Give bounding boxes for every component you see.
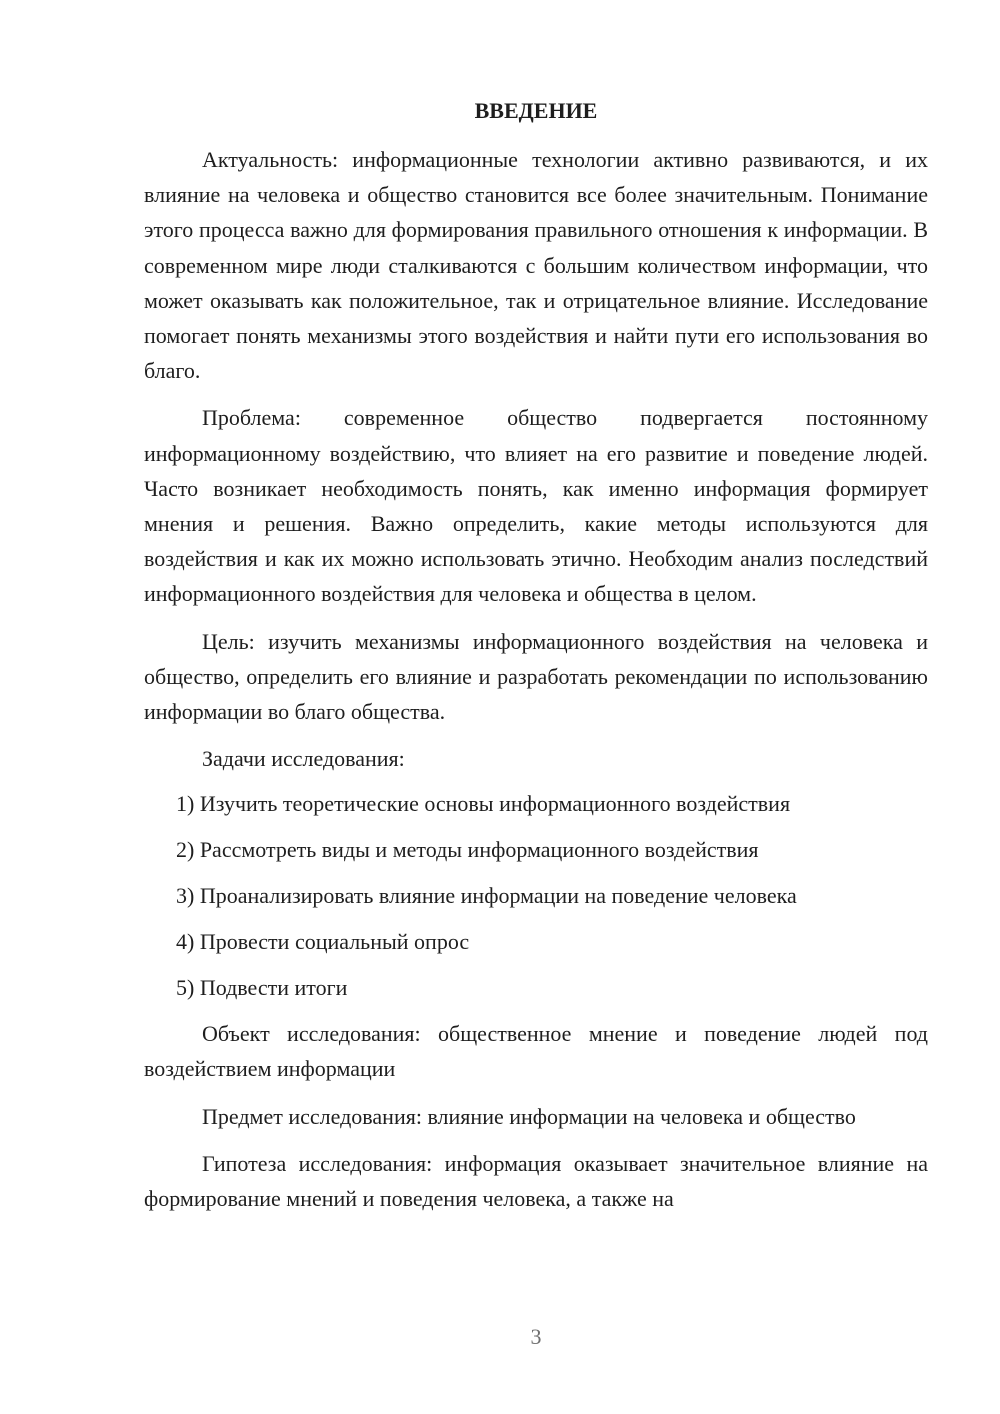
document-body <box>144 142 928 1228</box>
hypothesis-paragraph: Гипотеза исследования: информация оказывает значительное влияние на формирование мнений и поведения человека, а также на <box>144 1150 928 1212</box>
goal-paragraph: Цель: изучить механизмы информационного воздействия на человека и общество, определить его влияние и разработать рекомендации по использованию информации во благо общества. <box>144 628 928 725</box>
subject-paragraph: Предмет исследования: влияние информации на человека и общество <box>202 1103 856 1129</box>
tasks-list <box>144 786 928 1005</box>
task-item: 4) Провести социальный опрос <box>176 929 470 955</box>
task-item: 5) Подвести итоги <box>176 975 348 1001</box>
section-title: ВВЕДЕНИЕ <box>474 98 598 123</box>
task-item: 3) Проанализировать влияние информации на поведение человека <box>176 883 797 909</box>
relevance-paragraph: Актуальность: информационные технологии активно развиваются, и их влияние на человека и общество становится все более значительным. Понимание этого процесса важно для формирования правильного отношения к информации. В современном мире люди сталкиваются с большим количеством информации, что может оказывать как положительное, так и отрицательное влияние. Исследование помогает понять механизмы этого воздействия и найти пути его использования во благо. <box>144 147 928 384</box>
tasks-heading: Задачи исследования: <box>202 746 405 772</box>
page-number: 3 <box>530 1324 542 1349</box>
problem-paragraph: Проблема: современное общество подвергается постоянному информационному воздействию, что влияет на его развитие и поведение людей. Часто возникает необходимость понять, как именно информация формирует мнения и решения. Важно определить, какие методы используются для воздействия и как их можно использовать этично. Необходим анализ последствий информационного воздействия для человека и общества в целом. <box>144 405 928 607</box>
task-item: 2) Рассмотреть виды и методы информационного воздействия <box>176 837 759 863</box>
object-paragraph: Объект исследования: общественное мнение и поведение людей под воздействием информации <box>144 1021 928 1082</box>
task-item: 1) Изучить теоретические основы информационного воздействия <box>176 791 791 817</box>
